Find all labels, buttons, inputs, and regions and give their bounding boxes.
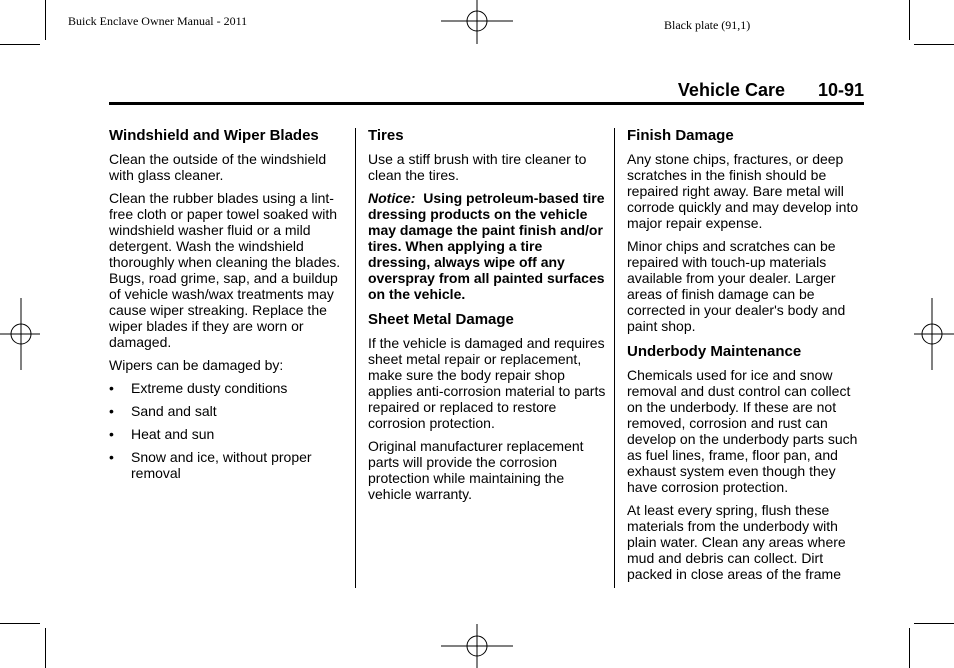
notice-block (368, 190, 608, 302)
list-item: • Snow and ice, without proper removal (109, 449, 312, 481)
paragraph: Clean the outside of the windshield with glass cleaner. (109, 151, 327, 183)
page-number: 10-91 (817, 80, 864, 100)
paragraph: At least every spring, flush these materials from the underbody with plain water. Clean any areas where mud and debris can collect. Dirt packed in close areas of the frame (627, 502, 846, 582)
plate-info-left: Buick Enclave Owner Manual - 2011 (68, 14, 248, 28)
paragraph: If the vehicle is damaged and requires sheet metal repair or replacement, make sure the body repair shop applies anti-corrosion material to parts repaired or replaced to restore corrosion protection. (368, 335, 606, 431)
paragraph: Clean the rubber blades using a lint-free cloth or paper towel soaked with windshield washer fluid or a mild detergent. Wash the windshield thoroughly when cleaning the blades. Bugs, road grime, sap, and a buildup of vehicle wash/wax treatments may cause wiper streaking. Replace the wiper blades if they are worn or damaged. (109, 190, 341, 350)
column-3 (627, 127, 867, 589)
registration-mark-icon (441, 0, 513, 44)
notice-label: Notice: (368, 190, 416, 206)
bullet-list (109, 380, 349, 481)
bullet-icon: • (109, 403, 114, 419)
registration-mark-icon (441, 624, 513, 668)
paragraph: Original manufacturer replacement parts will provide the corrosion protection while maintaining the vehicle warranty. (368, 438, 584, 502)
column-divider (355, 128, 356, 588)
bullet-icon: • (109, 426, 114, 442)
running-head (109, 80, 864, 105)
heading-tires: Tires (368, 127, 404, 144)
list-item: • Heat and sun (109, 426, 215, 442)
notice-text: Using petroleum-based tire dressing products on the vehicle may damage the paint finish and/or tires. When applying a tire dressing, always wipe off any overspray from all painted surfaces on the vehicle. (368, 190, 605, 302)
heading-finish-damage: Finish Damage (627, 127, 734, 144)
paragraph: Use a stiff brush with tire cleaner to clean the tires. (368, 151, 587, 183)
list-item: • Extreme dusty conditions (109, 380, 288, 396)
paragraph: Wipers can be damaged by: (109, 357, 284, 373)
paragraph: Any stone chips, fractures, or deep scratches in the finish should be repaired right away. Bare metal will corrode quickly and may develop into major repair expense. (627, 151, 859, 231)
paragraph: Chemicals used for ice and snow removal and dust control can collect on the underbody. If these are not removed, corrosion and rust can develop on the underbody parts such as fuel lines, frame, floor pan, and exhaust system even though they have corrosion protection. (627, 367, 858, 495)
column-divider (614, 128, 615, 588)
plate-info-right: Black plate (91,1) (664, 18, 751, 32)
crop-mark (45, 0, 46, 40)
column-2 (368, 127, 608, 509)
crop-mark (0, 44, 40, 45)
crop-mark (45, 628, 46, 668)
bullet-icon: • (109, 449, 114, 465)
registration-mark-icon (914, 298, 954, 370)
section-title: Vehicle Care (677, 80, 785, 100)
crop-mark (909, 628, 910, 668)
heading-windshield-wiper-blades: Windshield and Wiper Blades (109, 127, 319, 144)
registration-mark-icon (0, 298, 40, 370)
crop-mark (914, 623, 954, 624)
list-item: • Sand and salt (109, 403, 217, 419)
column-1 (109, 127, 349, 488)
paragraph: Minor chips and scratches can be repaired with touch-up materials available from your dealer. Larger areas of finish damage can be corrected in your dealer's body and paint shop. (627, 238, 846, 334)
crop-mark (909, 0, 910, 40)
heading-sheet-metal-damage: Sheet Metal Damage (368, 311, 514, 328)
heading-underbody-maintenance: Underbody Maintenance (627, 343, 802, 360)
crop-mark (914, 44, 954, 45)
crop-mark (0, 623, 40, 624)
bullet-icon: • (109, 380, 114, 396)
